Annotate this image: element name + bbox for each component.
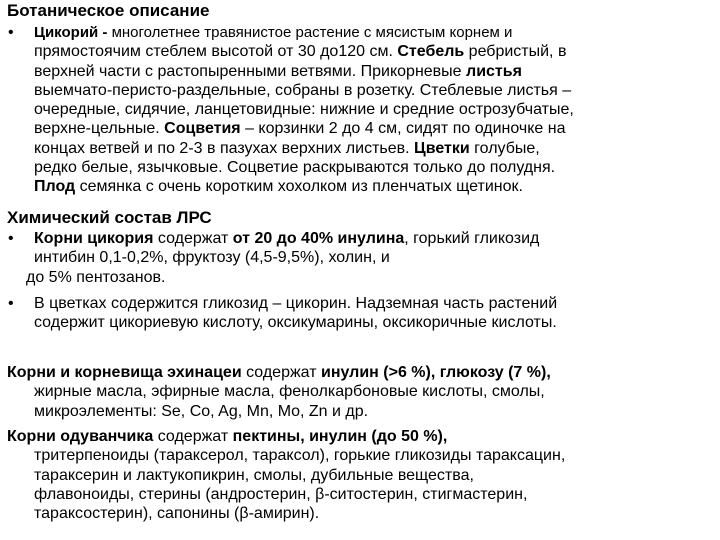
text-line: В цветках содержится гликозид – цикорин. Надземная часть растений <box>34 295 558 312</box>
text-fragment: верхне-цельные. <box>34 120 165 138</box>
term-inflorescence: Соцветия <box>164 120 241 138</box>
botanical-text <box>34 23 714 197</box>
text-fragment: концах ветвей и по 2-3 в пазухах верхних листьев. <box>34 139 415 157</box>
text-fragment: ребристый, в <box>464 43 567 61</box>
text-fragment: содержат <box>153 230 233 247</box>
chemical-bullet-2 <box>34 294 714 333</box>
term-chicory: Цикорий - <box>34 24 108 41</box>
bullet-marker: • <box>8 230 14 247</box>
term-dandelion-roots: Корни одуванчика <box>7 428 154 445</box>
text-line <box>34 177 714 196</box>
term-stem: Стебель <box>397 43 465 61</box>
text-line: тритерпеноиды (тараксерол, тараксол), горькие гликозиды тараксацин, <box>34 447 566 465</box>
text-line: микроэлементы: Se, Co, Ag, Mn, Mo, Zn и др. <box>34 402 369 420</box>
term-chicory-roots: Корни цикория <box>34 230 154 247</box>
text-line: содержит цикориевую кислоту, оксикумарины, оксикоричные кислоты. <box>34 314 557 332</box>
text-fragment: – корзинки 2 до 4 см, сидят по одиночке на <box>240 120 566 138</box>
dandelion-paragraph <box>7 427 713 523</box>
term-inulin-content: от 20 до 40% инулина <box>232 230 405 247</box>
text-fragment: содержат <box>153 428 233 445</box>
text-line: редко белые, язычковые. Соцветие раскрываются только до полудня. <box>34 159 556 177</box>
text-line <box>7 363 713 382</box>
text-fragment: , горький гликозид <box>404 230 540 247</box>
bullet-marker: • <box>8 295 14 312</box>
botanical-heading: Ботаническое описание <box>7 1 210 20</box>
text-line <box>34 139 714 158</box>
text-line: тараксерин и лактукопикрин, смолы, дубильные вещества, <box>34 466 474 484</box>
text-fragment: многолетнее травянистое растение с мясистым корнем и <box>107 24 513 41</box>
text-line: до 5% пентозанов. <box>26 268 166 286</box>
text-fragment: семянка с очень коротким хохолком из пленчатых щетинок. <box>75 178 523 196</box>
text-line <box>34 42 714 61</box>
echinacea-paragraph <box>7 363 713 421</box>
text-line: жирные масла, эфирные масла, фенолкарбоновые кислоты, смолы, <box>34 383 545 401</box>
text-line <box>34 62 714 81</box>
text-line <box>34 229 714 248</box>
term-leaves: листья <box>466 62 522 80</box>
text-line <box>7 427 713 446</box>
text-line: тараксостерин), сапонины (β-амирин). <box>34 505 320 523</box>
text-fragment: прямостоячим стеблем высотой от 30 до120 см. <box>34 43 398 61</box>
text-line: очередные, сидячие, ланцетовидные: нижние и средние острозубчатые, <box>34 101 574 119</box>
term-flowers: Цветки <box>414 139 470 157</box>
chemical-bullet-1 <box>26 229 714 287</box>
text-fragment: голубые, <box>469 139 540 157</box>
text-line <box>34 23 714 42</box>
text-fragment: содержат <box>241 364 321 381</box>
text-line: флавоноиды, стерины (андростерин, β-ситостерин, стигмастерин, <box>34 485 528 503</box>
term-echinacea-content: инулин (>6 %), глюкозу (7 %), <box>320 364 551 381</box>
bullet-marker: • <box>8 24 14 41</box>
text-fragment: верхней части с растопыренными ветвями. Прикорневые <box>34 62 467 80</box>
term-dandelion-content: пектины, инулин (до 50 %), <box>232 428 448 445</box>
term-fruit: Плод <box>34 178 76 196</box>
text-line: интибин 0,1-0,2%, фруктозу (4,5-9,5%), холин, и <box>34 249 390 267</box>
term-echinacea-roots: Корни и корневища эхинацеи <box>7 364 242 381</box>
text-line: выемчато-перисто-раздельные, собраны в розетку. Стеблевые листья – <box>34 81 572 99</box>
chemical-heading: Химический состав ЛРС <box>7 208 212 227</box>
text-line <box>34 119 714 138</box>
